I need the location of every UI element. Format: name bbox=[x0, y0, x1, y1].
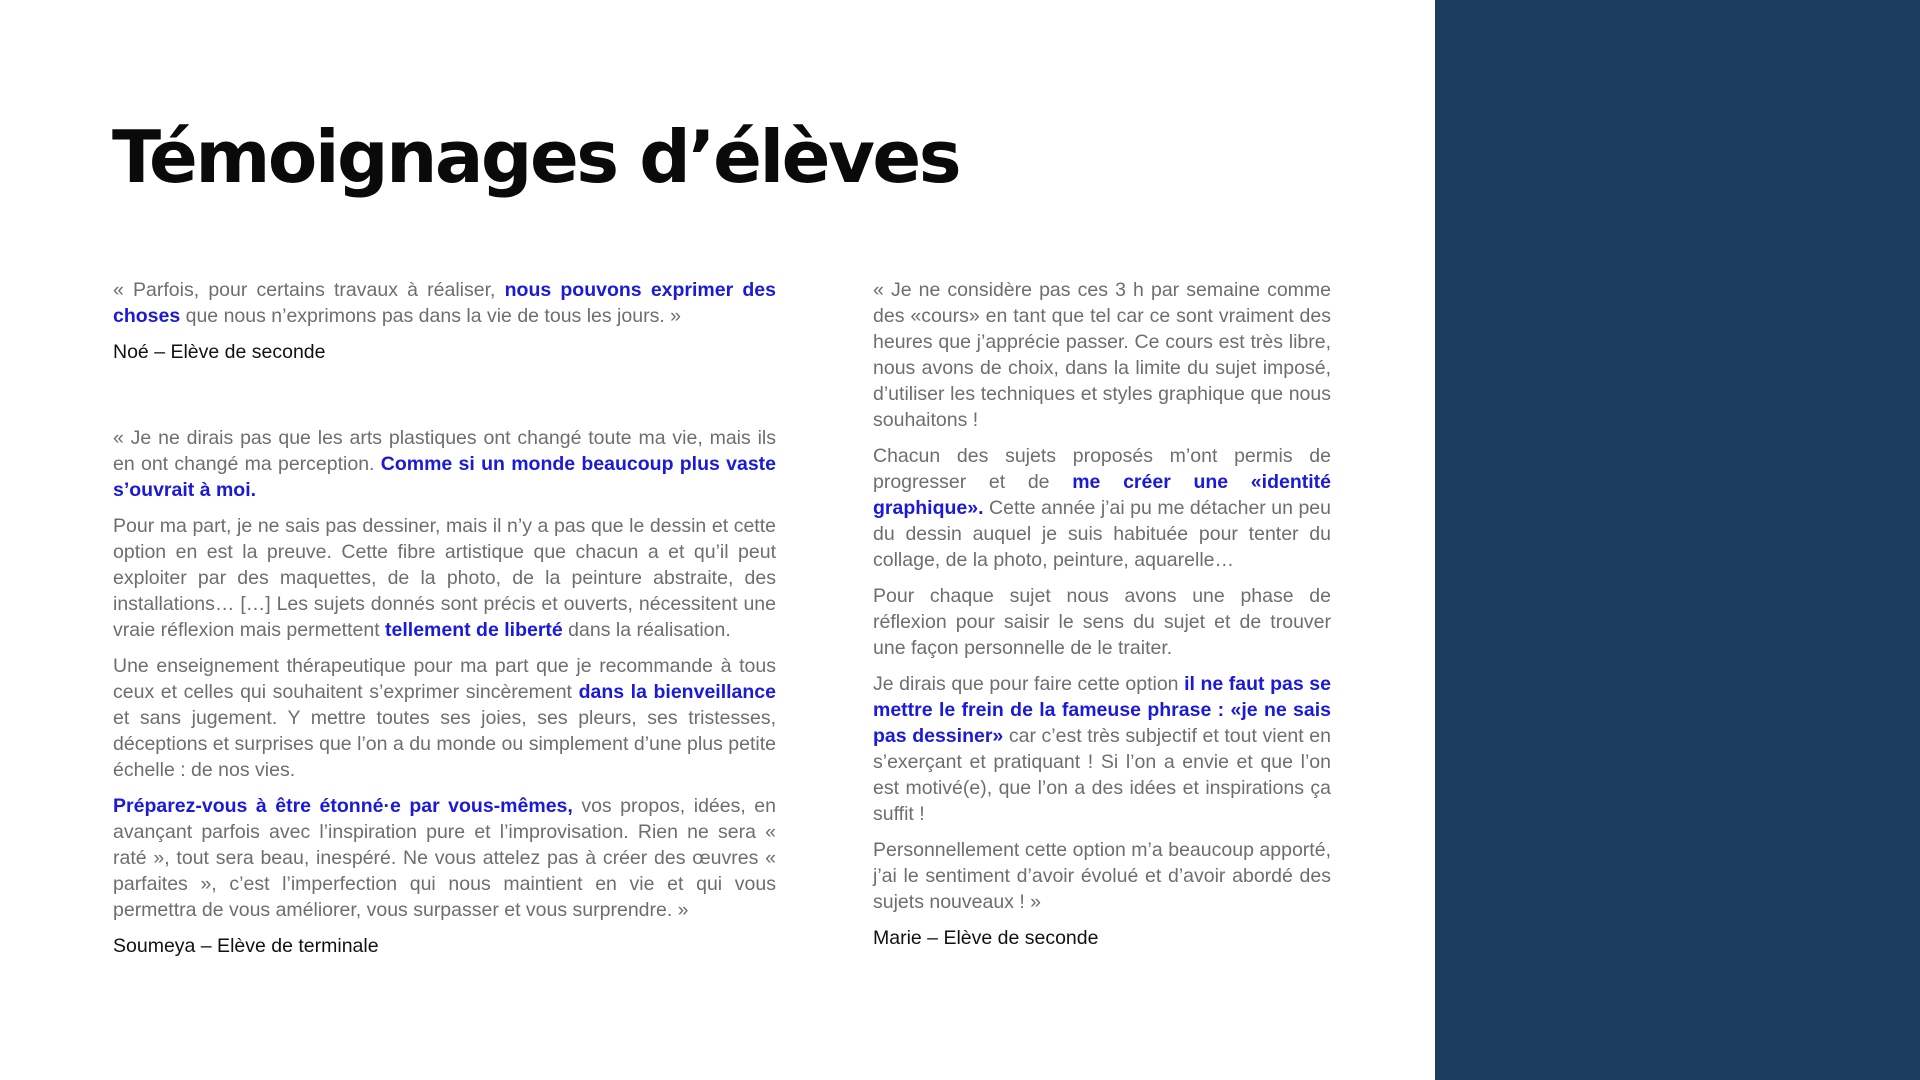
body-text: Je dirais que pour faire cette option bbox=[873, 673, 1185, 695]
highlighted-text: nous pouvons exprimer des choses bbox=[113, 279, 776, 327]
testimonial-body bbox=[113, 277, 776, 329]
body-text: dans la réalisation. bbox=[562, 619, 731, 641]
testimonial-body bbox=[873, 277, 1331, 915]
body-text: vos propos, idées, en avançant parfois avec l’inspiration pure et l’improvisation. Rien ne sera « raté », tout sera beau, inespéré. Ne vous attelez pas à créer des œuvres « parfaites », c’est l’imperfection qui nous maintient en vie et qui vous permettra de vous améliorer, vous surpasser et vous surprendre. » bbox=[113, 795, 776, 921]
body-text: « Parfois, pour certains travaux à réaliser, bbox=[113, 279, 505, 301]
testimonial-marie bbox=[873, 277, 1331, 951]
testimonial-paragraph bbox=[113, 653, 776, 783]
testimonial-soumeya bbox=[113, 425, 776, 959]
highlighted-text: Comme si un monde beaucoup plus vaste s’ouvrait à moi. bbox=[113, 453, 776, 501]
highlighted-text: dans la bienveillance bbox=[578, 681, 776, 703]
page-title: Témoignages d’élèves bbox=[112, 115, 960, 199]
highlighted-text: Préparez-vous à être étonné·e par vous-mêmes, bbox=[113, 795, 573, 817]
testimonial-paragraph bbox=[113, 513, 776, 643]
body-text: Chacun des sujets proposés m’ont permis de progresser et de bbox=[873, 445, 1331, 493]
testimonial-noe bbox=[113, 277, 776, 365]
body-text: Une enseignement thérapeutique pour ma part que je recommande à tous ceux et celles qui souhaitent s’exprimer sincèrement bbox=[113, 655, 776, 703]
testimonial-paragraph bbox=[873, 583, 1331, 661]
body-text: Cette année j’ai pu me détacher un peu du dessin auquel je suis habituée pour tenter du collage, de la photo, peinture, aquarelle… bbox=[873, 497, 1331, 571]
body-text: « Je ne dirais pas que les arts plastiques ont changé toute ma vie, mais ils en ont changé ma perception. bbox=[113, 427, 776, 475]
testimonial-paragraph bbox=[873, 837, 1331, 915]
testimonial-author: Soumeya – Elève de terminale bbox=[113, 935, 379, 957]
highlighted-text: tellement de liberté bbox=[385, 619, 563, 641]
right-column bbox=[873, 277, 1331, 951]
body-text: « Je ne considère pas ces 3 h par semaine comme des «cours» en tant que tel car ce sont vraiment des heures que j’apprécie passer. Ce cours est très libre, nous avons de choix, dans la limite du sujet imposé, d’utiliser les techniques et styles graphique que nous souhaitons ! bbox=[873, 279, 1331, 431]
testimonial-paragraph bbox=[873, 671, 1331, 827]
testimonial-author: Marie – Elève de seconde bbox=[873, 927, 1099, 949]
testimonial-paragraph bbox=[113, 793, 776, 923]
testimonial-paragraph bbox=[873, 443, 1331, 573]
body-text: Pour ma part, je ne sais pas dessiner, mais il n’y a pas que le dessin et cette option en est la preuve. Cette fibre artistique que chacun a et qu’il peut exploiter par des maquettes, de la photo, de la peinture abstraite, des installations… […] Les sujets donnés sont précis et ouverts, nécessitent une vraie réflexion mais permettent bbox=[113, 515, 776, 641]
testimonial-paragraph bbox=[113, 277, 776, 329]
testimonial-body bbox=[113, 425, 776, 923]
highlighted-text: me créer une «identité graphique». bbox=[873, 471, 1331, 519]
highlighted-text: il ne faut pas se mettre le frein de la fameuse phrase : «je ne sais pas dessiner» bbox=[873, 673, 1331, 747]
body-text: Pour chaque sujet nous avons une phase de réflexion pour saisir le sens du sujet et de trouver une façon personnelle de le traiter. bbox=[873, 585, 1331, 659]
body-text: que nous n’exprimons pas dans la vie de tous les jours. » bbox=[180, 305, 681, 327]
body-text: et sans jugement. Y mettre toutes ses joies, ses pleurs, ses tristesses, déceptions et surprises que l’on a du monde ou simplement d’une plus petite échelle : de nos vies. bbox=[113, 707, 776, 781]
side-panel bbox=[1435, 0, 1920, 1080]
testimonial-paragraph bbox=[873, 277, 1331, 433]
testimonial-paragraph bbox=[113, 425, 776, 503]
body-text: car c’est très subjectif et tout vient en s’exerçant et pratiquant ! Si l’on a envie et que l’on est motivé(e), que l’on a des idées et inspirations ça suffit ! bbox=[873, 725, 1331, 825]
testimonial-author: Noé – Elève de seconde bbox=[113, 341, 326, 363]
body-text: Personnellement cette option m’a beaucoup apporté, j’ai le sentiment d’avoir évolué et d’avoir abordé des sujets nouveaux ! » bbox=[873, 839, 1331, 913]
